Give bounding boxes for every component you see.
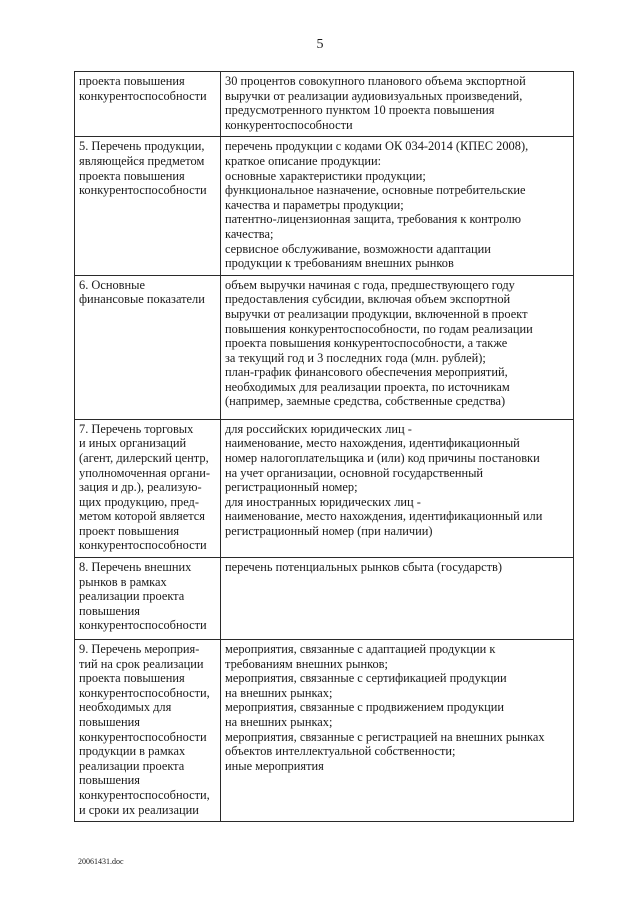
cell-text-line: конкурентоспособности: [79, 729, 207, 744]
row-label-cell: [75, 419, 221, 557]
cell-text-line: перечень потенциальных рынков сбыта (государств): [225, 560, 502, 575]
row-content-cell: [221, 137, 574, 275]
cell-text-line: проект повышения: [79, 523, 180, 538]
cell-text-line: и сроки их реализации: [79, 802, 199, 817]
cell-text-line: регистрационный номер;: [225, 480, 358, 495]
cell-text-line: продукции к требованиям внешних рынков: [225, 256, 454, 271]
cell-text-line: для иностранных юридических лиц -: [225, 494, 421, 509]
cell-text-line: мероприятия, связанные с сертификацией продукции: [225, 671, 507, 686]
row-content-cell: [221, 419, 574, 557]
table-row: [75, 137, 574, 275]
cell-text-line: тий на срок реализации: [79, 656, 204, 671]
cell-text-line: (агент, дилерский центр,: [79, 450, 209, 465]
cell-text-line: перечень продукции с кодами ОК 034-2014 (КПЕС 2008),: [225, 139, 529, 154]
table-row: [75, 72, 574, 137]
cell-text-line: качества;: [225, 226, 274, 241]
cell-text-line: проекта повышения конкурентоспособности, а также: [225, 336, 508, 351]
cell-text-line: конкурентоспособности: [79, 183, 207, 198]
cell-text-line: план-график финансового обеспечения мероприятий,: [225, 365, 508, 380]
cell-text-line: конкурентоспособности: [79, 538, 207, 553]
cell-text-line: наименование, место нахождения, идентификационный: [225, 436, 520, 451]
cell-text-line: реализации проекта: [79, 758, 185, 773]
footer-filename: 20061431.doc: [78, 857, 124, 866]
cell-text-line: на учет организации, основной государственный: [225, 465, 484, 480]
cell-text-line: регистрационный номер (при наличии): [225, 523, 433, 538]
cell-text-line: функциональное назначение, основные потребительские: [225, 183, 526, 198]
row-label-cell: [75, 640, 221, 822]
cell-text-line: мероприятия, связанные с адаптацией продукции к: [225, 642, 496, 657]
cell-text-line: необходимых для реализации проекта, по источникам: [225, 379, 510, 394]
row-label-cell: [75, 558, 221, 640]
cell-text-line: объектов интеллектуальной собственности;: [225, 744, 456, 759]
cell-text-line: проекта повышения: [79, 168, 185, 183]
cell-text-line: повышения: [79, 773, 141, 788]
page-number: 5: [316, 37, 324, 52]
cell-text-line: повышения конкурентоспособности, по годам реализации: [225, 321, 533, 336]
cell-text-line: мероприятия, связанные с продвижением продукции: [225, 700, 505, 715]
cell-text-line: 8. Перечень внешних: [79, 560, 192, 575]
cell-text-line: 7. Перечень торговых: [79, 421, 194, 436]
cell-text-line: 6. Основные: [79, 277, 145, 292]
cell-text-line: мероприятия, связанные с регистрацией на внешних рынках: [225, 729, 545, 744]
cell-text-line: требованиям внешних рынков;: [225, 656, 388, 671]
cell-text-line: реализации проекта: [79, 589, 185, 604]
cell-text-line: на внешних рынках;: [225, 685, 333, 700]
cell-text-line: продукции в рамках: [79, 744, 186, 759]
cell-text-line: иные мероприятия: [225, 758, 324, 773]
cell-text-line: конкурентоспособности: [225, 117, 353, 132]
table-row: [75, 558, 574, 640]
row-content-cell: [221, 640, 574, 822]
cell-text-line: основные характеристики продукции;: [225, 168, 426, 183]
cell-text-line: предоставления субсидии, включая объем экспортной: [225, 292, 511, 307]
cell-text-line: 5. Перечень продукции,: [79, 139, 205, 154]
row-content-cell: [221, 558, 574, 640]
cell-text-line: объем выручки начиная с года, предшествующего году: [225, 277, 515, 292]
cell-text-line: на внешних рынках;: [225, 715, 333, 730]
cell-text-line: повышения: [79, 715, 141, 730]
cell-text-line: проекта повышения: [79, 671, 185, 686]
cell-text-line: предусмотренного пунктом 10 проекта повышения: [225, 103, 495, 118]
cell-text-line: рынков в рамках: [79, 574, 167, 589]
cell-text-line: выручки от реализации аудиовизуальных произведений,: [225, 88, 523, 103]
cell-text-line: уполномоченная органи-: [79, 465, 210, 480]
cell-text-line: являющейся предметом: [79, 153, 205, 168]
cell-text-line: патентно-лицензионная защита, требования к контролю: [225, 212, 521, 227]
cell-text-line: необходимых для: [79, 700, 172, 715]
cell-text-line: конкурентоспособности,: [79, 788, 210, 802]
row-label-cell: [75, 275, 221, 419]
row-content-cell: [221, 72, 574, 137]
cell-text-line: конкурентоспособности: [79, 88, 207, 103]
cell-text-line: номер налогоплательщика и (или) код причины постановки: [225, 450, 540, 465]
row-label-cell: [75, 137, 221, 275]
cell-text-line: за текущий год и 3 последних года (млн. рублей);: [225, 350, 486, 365]
cell-text-line: щих продукцию, пред-: [79, 494, 199, 509]
cell-text-line: проекта повышения: [79, 74, 185, 88]
cell-text-line: краткое описание продукции:: [225, 153, 382, 168]
cell-text-line: 30 процентов совокупного планового объема экспортной: [225, 74, 526, 88]
cell-text-line: выручки от реализации продукции, включенной в проект: [225, 306, 528, 321]
requirements-table: [74, 71, 574, 822]
table-row: [75, 640, 574, 822]
cell-text-line: сервисное обслуживание, возможности адаптации: [225, 241, 491, 256]
table-body: [75, 72, 574, 822]
cell-text-line: 9. Перечень мероприя-: [79, 642, 200, 657]
row-content-cell: [221, 275, 574, 419]
cell-text-line: (например, заемные средства, собственные средства): [225, 394, 506, 409]
cell-text-line: и иных организаций: [79, 436, 187, 451]
cell-text-line: конкурентоспособности,: [79, 685, 210, 700]
cell-text-line: конкурентоспособности: [79, 618, 207, 633]
table-row: [75, 275, 574, 419]
cell-text-line: метом которой является: [79, 509, 206, 524]
cell-text-line: наименование, место нахождения, идентификационный или: [225, 509, 543, 524]
cell-text-line: зация и др.), реализую-: [79, 480, 202, 495]
cell-text-line: качества и параметры продукции;: [225, 197, 404, 212]
cell-text-line: финансовые показатели: [79, 292, 205, 307]
table-row: [75, 419, 574, 557]
cell-text-line: повышения: [79, 603, 141, 618]
cell-text-line: для российских юридических лиц -: [225, 421, 412, 436]
row-label-cell: [75, 72, 221, 137]
